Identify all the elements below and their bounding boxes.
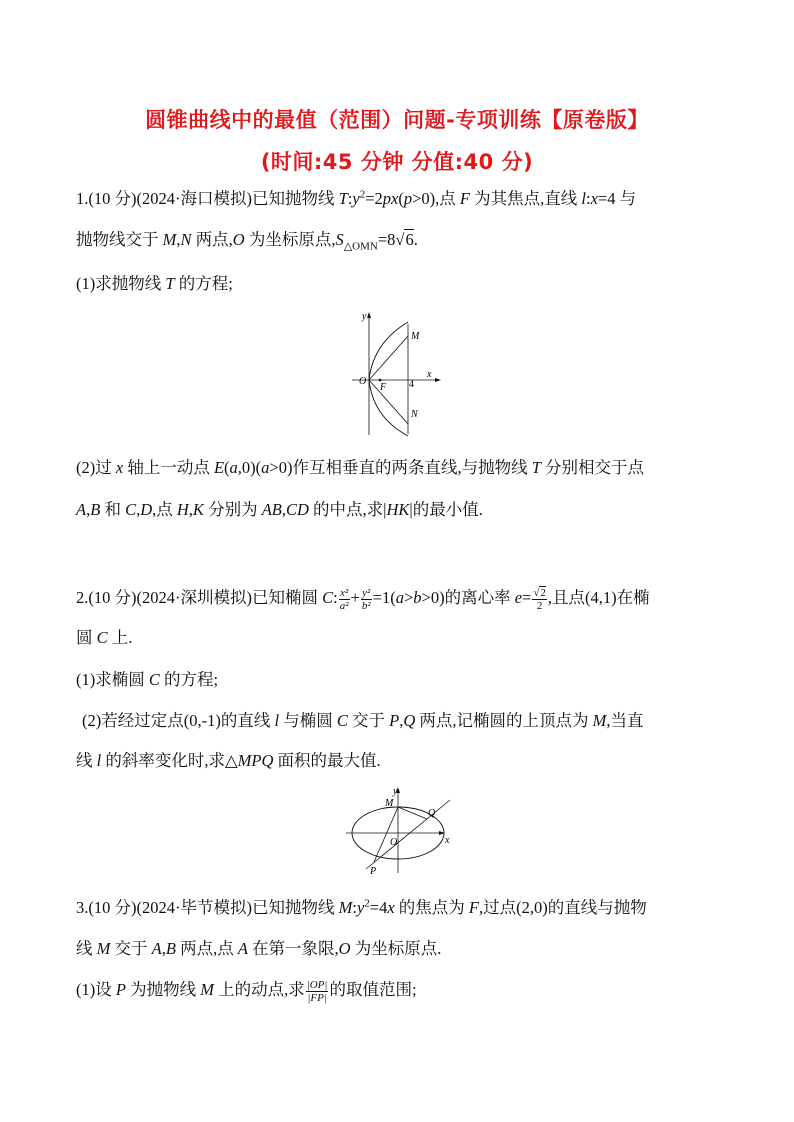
q3-line1: 3.(10 分)(2024·毕节模拟)已知抛物线 $M:y^2=4x$ 的焦点为 F,过点(2,0)的直线与抛物: [76, 897, 647, 917]
q2-part1: (1)求椭圆 C 的方程;: [76, 670, 219, 689]
fig2-o-label: O: [390, 837, 398, 848]
fig2-p-label: P: [370, 866, 377, 877]
fig1-o-label: O: [359, 376, 367, 387]
fig1-m-label: M: [411, 331, 420, 342]
fig1-x-label: x: [427, 369, 432, 380]
q1-part2-line2: A,B 和 C,D,点 H,K 分别为 AB,CD 的中点,求|HK|的最小值.: [76, 500, 483, 519]
page-title: 圆锥曲线中的最值（范围）问题-专项训练【原卷版】: [145, 108, 649, 132]
q1-line2: 抛物线交于 M,N 两点,O 为坐标原点$,S_{\triangle OMN}=8√6$.: [76, 230, 418, 253]
fig1-y-label: y: [362, 311, 367, 322]
parabola-figure: [340, 310, 450, 438]
fig1-n-label: N: [411, 409, 418, 420]
q1-line1: 1.(10 分)(2024·海口模拟)已知抛物线 $T:y^2=2px(p>0)$,点 F 为其焦点,直线 l:x=4 与: [76, 188, 637, 208]
ellipse-figure: [338, 785, 460, 877]
q1-part1: (1)求抛物线 T 的方程;: [76, 274, 233, 293]
fig2-x-label: x: [445, 835, 450, 846]
q3-line2: 线 M 交于 A,B 两点,点 A 在第一象限,O 为坐标原点.: [76, 939, 442, 958]
fig2-y-label: y: [393, 786, 398, 797]
page-subtitle: (时间:45 分钟 分值:40 分): [260, 150, 534, 174]
fig1-four-label: 4: [409, 379, 414, 390]
q2-line1: 2.(10 分)(2024·深圳模拟)已知椭圆 C: $\frac{\text{x²}}{\text{a²}}$ + $\frac{\text{y²}}{\text{b²}}$ =1(a>b>0)的离心率 e= $\frac{√2}{2}$ ,且点(4,1)在椭: [76, 586, 650, 612]
q3-part1: (1)设 P 为抛物线 M 上的动点,求 $\frac{|OP|}{|FP|}$ 的取值范围;: [76, 978, 417, 1004]
q1-part2-line1: (2)过 x 轴上一动点 E(a,0)(a>0)作互相垂直的两条直线,与抛物线 T 分别相交于点: [76, 458, 645, 477]
q2-part2-line1: (2)若经过定点(0,-1)的直线 l 与椭圆 C 交于 P,Q 两点,记椭圆的上顶点为 M,当直: [82, 711, 644, 730]
q2-part2-line2: 线 l 的斜率变化时,求△MPQ 面积的最大值.: [76, 751, 381, 770]
q2-line2: 圆 C 上.: [76, 628, 133, 647]
fig1-f-label: F: [380, 382, 387, 393]
fig2-q-label: Q: [428, 808, 436, 819]
fig2-m-label: M: [385, 798, 394, 809]
